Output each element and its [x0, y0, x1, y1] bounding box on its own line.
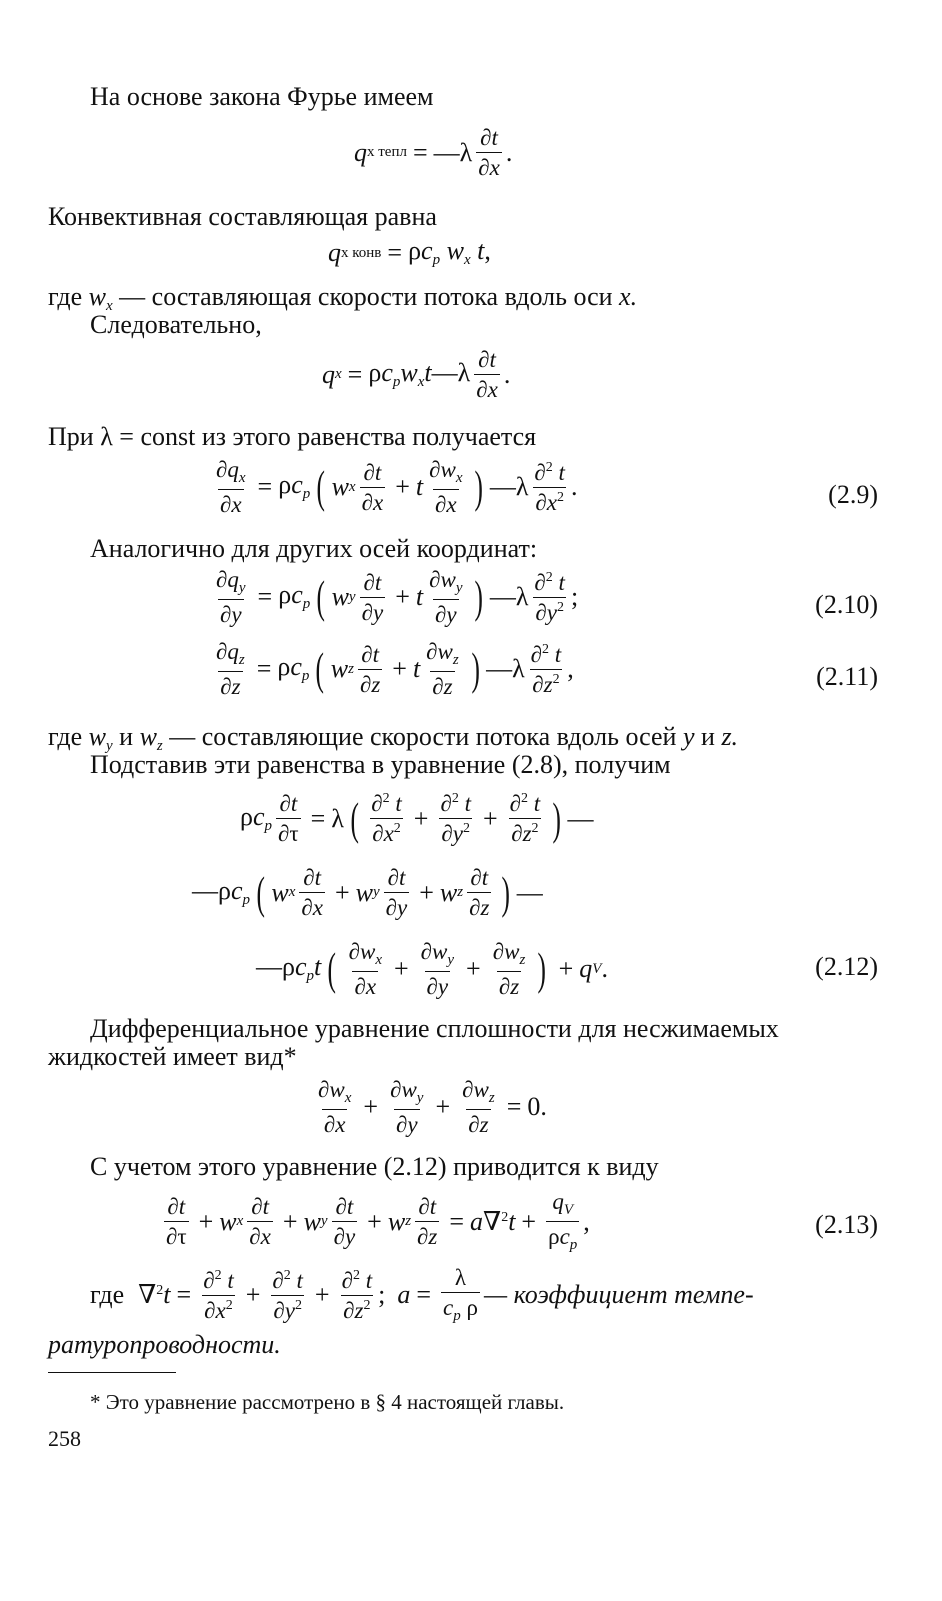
equation-2-9: $\frac{\partial q_x}{\partial x}$ = $\rho c_p$ ( w x $\frac{\partial t}{\partial x}$ + t $\frac{\partial w_x}{\partial x}$ ) —λ $\frac{\partial^2 t}{\partial x^2}$ . [216, 457, 578, 517]
equation-continuity: $\frac{\partial w_x}{\partial x}$ + $\frac{\partial w_y}{\partial y}$ + $\frac{\partial w_z}{\partial z}$ = 0. [318, 1077, 547, 1137]
text-line-wx-definition: где $w_x$ — составляющая скорости потока вдоль оси x. [48, 282, 638, 314]
equation-number-2-13: (2.13) [815, 1210, 878, 1239]
equation-2-11: $\frac{\partial q_z}{\partial z}$ = $\rho c_p$ ( w z $\frac{\partial t}{\partial z}$ + t $\frac{\partial w_z}{\partial z}$ ) —λ $\frac{\partial^2 t}{\partial z^2}$ , [216, 639, 574, 699]
text-line-substituting: Подставив эти равенства в уравнение (2.8), получим [90, 750, 671, 779]
subscript-x-konv: x конв [341, 244, 382, 261]
text-line-thermal-diffusivity: ратуропроводности. [48, 1330, 281, 1359]
subscript-x-tepl: x тепл [367, 144, 407, 160]
equation-2-13: $\frac{\partial t}{\partial\tau}$ + w x $\frac{\partial t}{\partial x}$ + w y $\frac{\partial t}{\partial y}$ + w z $\frac{\partial t}{\partial z}$ = a∇$^2$t + $\frac{q_V}{\rho c_p}$ , [166, 1189, 590, 1253]
equation-2-12-line-3: $—\rho c_pt$ ( $\frac{\partial w_x}{\partial x}$ + $\frac{\partial w_y}{\partial y}$ + $\frac{\partial w_z}{\partial z}$ ) + q V . [256, 939, 608, 999]
text-line-consequently: Следовательно, [90, 310, 262, 339]
text-line-continuity-1: Дифференциальное уравнение сплошности для несжимаемых [90, 1014, 779, 1043]
text-line-fourier-intro: На основе закона Фурье имеем [90, 82, 434, 111]
equation-number-2-9: (2.9) [828, 480, 878, 509]
equation-convective-flux: q x конв = $\rho c_p$ $w_x$ t, [328, 236, 491, 268]
equation-definitions-laplacian-a: где ∇$^2$t = $\frac{\partial^2 t}{\partial x^2}$ + $\frac{\partial^2 t}{\partial y^2}$ + $\frac{\partial^2 t}{\partial z^2}$ ; a = $\frac{\lambda}{c_p \rho}$ — коэффициент темпе- [90, 1265, 754, 1324]
text-line-continuity-2: жидкостей имеет вид* [48, 1042, 297, 1071]
equation-number-2-11: (2.11) [816, 662, 878, 691]
equation-number-2-10: (2.10) [815, 590, 878, 619]
equation-2-12-line-2: $—\rho c_p$ ( w x $\frac{\partial t}{\partial x}$ + w y $\frac{\partial t}{\partial y}$ + w z $\frac{\partial t}{\partial z}$ ) — [192, 865, 543, 920]
text-line-other-axes: Аналогично для других осей координат: [90, 534, 538, 563]
equation-2-10: $\frac{\partial q_y}{\partial y}$ = $\rho c_p$ ( w y $\frac{\partial t}{\partial y}$ + t $\frac{\partial w_y}{\partial y}$ ) —λ $\frac{\partial^2 t}{\partial y^2}$ ; [216, 567, 579, 627]
page-number: 258 [48, 1426, 81, 1451]
text-line-with-account: С учетом этого уравнение (2.12) приводится к виду [90, 1152, 659, 1181]
equation-conductive-flux: q x тепл = —λ $\frac{\partial t}{\partial x}$ . [354, 125, 513, 180]
text-line-wy-wz-definition: где $w_y$ и $w_z$ — составляющие скорости потока вдоль осей y и z. [48, 722, 739, 754]
text-line-convective-component: Конвективная составляющая равна [48, 202, 437, 231]
footnote-divider [48, 1372, 176, 1373]
equation-total-flux-x: q x = $\rho c_pw_xt—\lambda$ $\frac{\partial t}{\partial x}$ . [322, 347, 511, 402]
text-line-lambda-const: При λ = const из этого равенства получается [48, 422, 537, 451]
equation-2-12-line-1: $\rho c_p$ $\frac{\partial t}{\partial\tau}$ = λ ( $\frac{\partial^2 t}{\partial x^2}$ + $\frac{\partial^2 t}{\partial y^2}$ + $\frac{\partial^2 t}{\partial z^2}$ ) — [240, 791, 594, 846]
equation-number-2-12: (2.12) [815, 952, 878, 981]
footnote-text: * Это уравнение рассмотрено в § 4 настоящей главы. [90, 1390, 565, 1414]
